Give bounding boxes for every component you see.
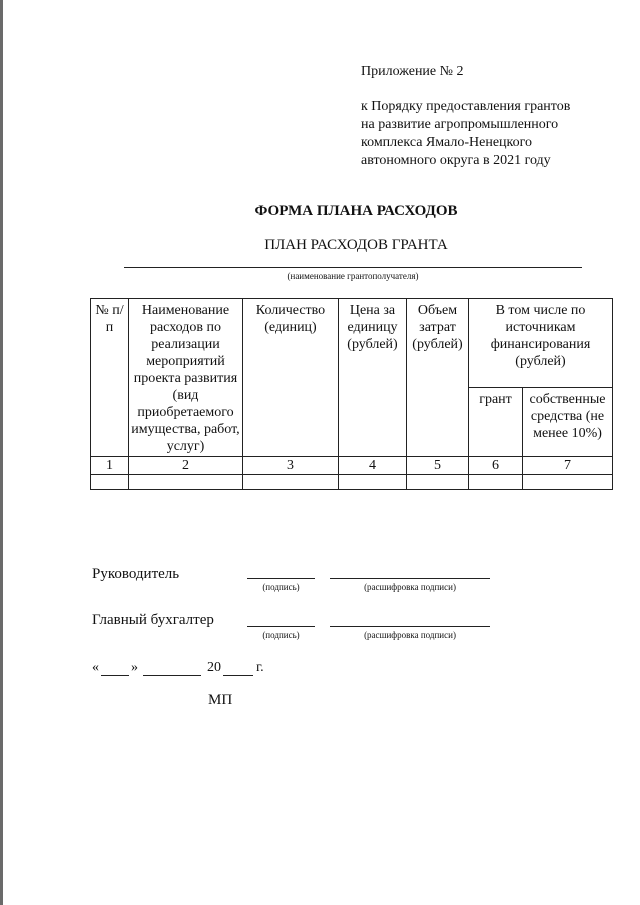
- header-quantity: Количество (единиц): [243, 299, 339, 457]
- column-number: 5: [407, 457, 469, 475]
- header-num: № п/п: [91, 299, 129, 457]
- accountant-signature-caption: (подпись): [262, 630, 300, 640]
- grantee-name-line: [124, 267, 582, 268]
- column-number: 1: [91, 457, 129, 475]
- day-blank-line: [101, 675, 129, 676]
- column-numbers-row: [91, 457, 613, 475]
- header-volume: Объем затрат (рублей): [407, 299, 469, 457]
- header-own-funds: собственные средства (не менее 10%): [523, 388, 613, 457]
- appendix-title: Приложение № 2: [361, 64, 464, 79]
- head-signature-line: [247, 578, 315, 579]
- date-year-suffix: г.: [256, 660, 264, 675]
- header-price: Цена за единицу (рублей): [339, 299, 407, 457]
- table-cell: [523, 475, 613, 490]
- header-expense-name: Наименование расходов по реализации мероприятий проекта развития (вид приобретаемого имущества, работ, услуг): [129, 299, 243, 457]
- month-blank-line: [143, 675, 201, 676]
- table-cell: [243, 475, 339, 490]
- accountant-decoding-line: [330, 626, 490, 627]
- head-label: Руководитель: [92, 566, 180, 582]
- date-year-prefix: 20: [207, 660, 221, 675]
- header-funding-sources: В том числе по источникам финансирования (рублей): [469, 299, 613, 388]
- date-close-quote: »: [131, 660, 138, 675]
- table-cell: [129, 475, 243, 490]
- table-cell: [91, 475, 129, 490]
- header-grant: грант: [469, 388, 523, 457]
- accountant-signature-line: [247, 626, 315, 627]
- accountant-label: Главный бухгалтер: [92, 612, 214, 628]
- year-blank-line: [223, 675, 253, 676]
- plan-title: ПЛАН РАСХОДОВ ГРАНТА: [264, 237, 448, 253]
- table-cell: [407, 475, 469, 490]
- table-cell: [469, 475, 523, 490]
- grantee-caption: (наименование грантополучателя): [287, 271, 419, 281]
- head-decoding-line: [330, 578, 490, 579]
- appendix-line: автономного округа в 2021 году: [361, 153, 551, 168]
- column-number: 6: [469, 457, 523, 475]
- stamp-place-label: МП: [208, 692, 233, 708]
- accountant-decoding-caption: (расшифровка подписи): [364, 630, 456, 640]
- table-row: [91, 475, 613, 490]
- head-signature-caption: (подпись): [262, 582, 300, 592]
- table-header-row: [91, 299, 613, 388]
- page-edge: [0, 0, 3, 905]
- column-number: 4: [339, 457, 407, 475]
- column-number: 7: [523, 457, 613, 475]
- form-title: ФОРМА ПЛАНА РАСХОДОВ: [254, 203, 458, 219]
- appendix-line: к Порядку предоставления грантов: [361, 99, 571, 114]
- table-cell: [339, 475, 407, 490]
- expense-plan-table: [90, 298, 613, 490]
- appendix-block: [361, 63, 570, 170]
- appendix-line: комплекса Ямало-Ненецкого: [361, 135, 533, 150]
- date-open-quote: «: [92, 660, 99, 675]
- head-decoding-caption: (расшифровка подписи): [364, 582, 456, 592]
- appendix-line: на развитие агропромышленного: [361, 117, 559, 132]
- column-number: 3: [243, 457, 339, 475]
- column-number: 2: [129, 457, 243, 475]
